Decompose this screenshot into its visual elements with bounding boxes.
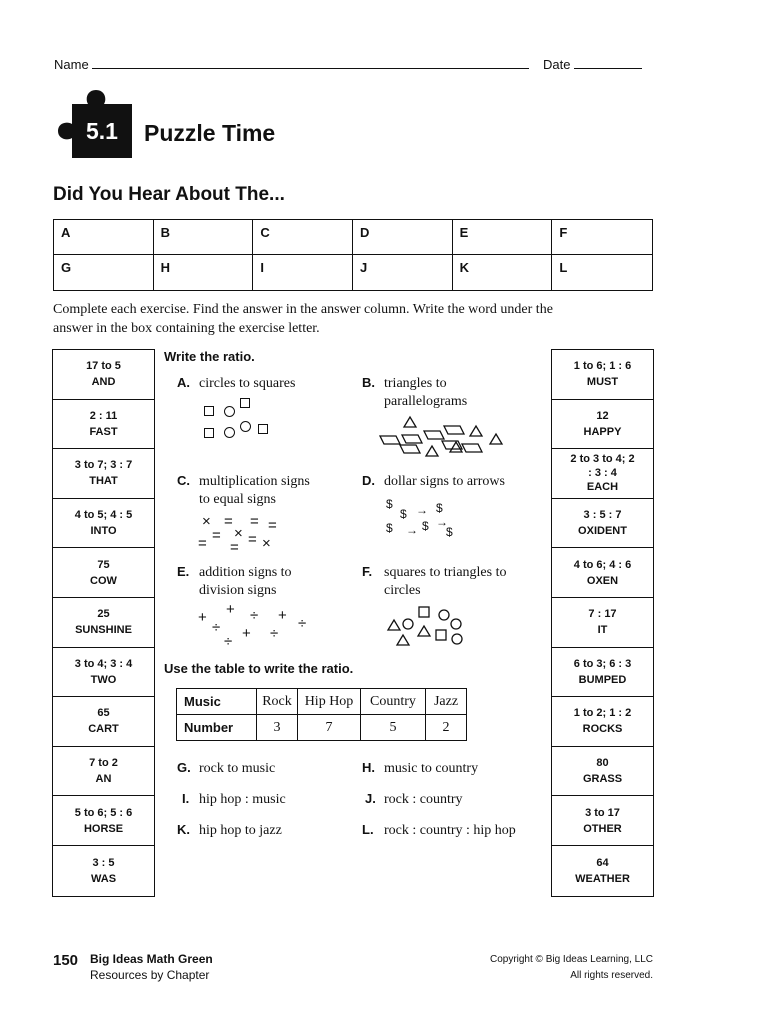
rights-line: All rights reserved. — [570, 970, 653, 981]
divide-symbol: ÷ — [250, 607, 259, 624]
times-symbol: × — [234, 525, 243, 542]
table-cell: Rock — [257, 689, 298, 715]
letter-box[interactable]: E — [453, 220, 553, 255]
table-cell: 7 — [298, 715, 361, 741]
triangle-shape — [418, 626, 430, 636]
equals-symbol: = — [230, 539, 239, 556]
exercise-k: K. hip hop to jazz — [177, 822, 282, 838]
square-shape — [258, 424, 268, 434]
dollar-symbol: $ — [446, 525, 453, 539]
letter-box[interactable]: J — [353, 255, 453, 290]
square-shape — [240, 398, 250, 408]
letter-box[interactable]: F — [552, 220, 652, 255]
exercise-e: E. addition signs to division signs — [177, 564, 292, 598]
answer-cell: 6 to 3; 6 : 3 BUMPED — [552, 648, 653, 698]
book-info — [90, 951, 213, 983]
page-number: 150 — [53, 952, 79, 969]
circle-shape — [224, 406, 235, 417]
exercise-j: J. rock : country — [365, 791, 463, 807]
circle-shape — [240, 421, 251, 432]
letter-box[interactable]: D — [353, 220, 453, 255]
answer-cell: 1 to 2; 1 : 2 ROCKS — [552, 697, 653, 747]
table-header-number: Number — [177, 715, 257, 741]
section-heading-ratio: Write the ratio. — [164, 349, 255, 364]
dollar-symbol: $ — [436, 501, 443, 515]
answer-cell: 2 : 11 FAST — [53, 400, 154, 450]
music-data-table — [176, 688, 467, 741]
exercise-f: F. squares to triangles to circles — [362, 564, 507, 598]
letter-box[interactable]: K — [453, 255, 553, 290]
circle-shape — [224, 427, 235, 438]
table-cell: Country — [361, 689, 426, 715]
answer-cell: 5 to 6; 5 : 6 HORSE — [53, 796, 154, 846]
date-blank[interactable] — [574, 56, 642, 69]
circle-shape — [439, 610, 449, 620]
table-cell: Hip Hop — [298, 689, 361, 715]
answer-cell: 3 to 17 OTHER — [552, 796, 653, 846]
plus-symbol: + — [278, 607, 287, 624]
answer-cell: 75 COW — [53, 548, 154, 598]
circle-shape — [451, 619, 461, 629]
section-heading-table: Use the table to write the ratio. — [164, 661, 354, 676]
page-title: Puzzle Time — [144, 120, 276, 146]
section-number: 5.1 — [86, 117, 118, 144]
letter-box[interactable]: I — [253, 255, 353, 290]
plus-symbol: + — [242, 625, 251, 642]
answer-cell: 2 to 3 to 4; 2 : 3 : 4 EACH — [552, 449, 653, 499]
square-shape — [419, 607, 429, 617]
puzzle-question: Did You Hear About The... — [53, 184, 285, 205]
answer-cell: 12 HAPPY — [552, 400, 653, 450]
copyright-notice — [440, 952, 653, 984]
exercise-h: H. music to country — [362, 760, 479, 776]
left-answer-column — [52, 349, 155, 897]
book-subtitle: Resources by Chapter — [90, 968, 210, 982]
exercise-i: I. hip hop : music — [182, 791, 286, 807]
dollar-symbol: $ — [386, 497, 393, 511]
name-label: Name — [54, 57, 89, 72]
arrow-symbol: → — [436, 515, 448, 529]
answer-cell: 64 WEATHER — [575, 856, 630, 885]
instructions: Complete each exercise. Find the answer in the answer column. Write the word under the answer in the box containing the exercise letter. — [53, 302, 553, 336]
answer-letter-grid — [53, 219, 653, 291]
answer-cell: 3 : 5 : 7 OXIDENT — [552, 499, 653, 549]
table-cell: Jazz — [426, 689, 467, 715]
answer-cell: 7 to 2 AN — [53, 747, 154, 797]
shapes-figure-f — [386, 604, 466, 646]
dollar-symbol: $ — [422, 519, 429, 533]
square-shape — [436, 630, 446, 640]
equals-symbol: = — [250, 513, 259, 530]
table-header-music: Music — [177, 689, 257, 715]
circle-shape — [403, 619, 413, 629]
exercise-b: B. triangles to parallelograms — [362, 375, 468, 409]
table-cell: 2 — [426, 715, 467, 741]
dollar-symbol: $ — [386, 521, 393, 535]
circle-shape — [452, 634, 462, 644]
equals-symbol: = — [248, 531, 257, 548]
date-label: Date — [543, 57, 571, 72]
exercise-a: A. circles to squares — [177, 375, 296, 391]
answer-cell: 1 to 6; 1 : 6 MUST — [552, 350, 653, 400]
copyright-line: Copyright © Big Ideas Learning, LLC — [489, 954, 653, 965]
name-field[interactable] — [54, 56, 529, 72]
letter-box[interactable]: G — [54, 255, 154, 290]
date-field[interactable] — [543, 56, 642, 72]
answer-cell: 3 to 4; 3 : 4 TWO — [53, 648, 154, 698]
symbols-figure-d — [384, 496, 464, 538]
answer-cell: 25 SUNSHINE — [53, 598, 154, 648]
dollar-symbol: $ — [400, 507, 407, 521]
answer-cell: 80 GRASS — [552, 747, 653, 797]
equals-symbol: = — [198, 535, 207, 552]
letter-box[interactable]: H — [154, 255, 254, 290]
letter-box[interactable]: B — [154, 220, 254, 255]
answer-cell: 17 to 5 AND — [53, 350, 154, 400]
triangle-shape — [397, 635, 409, 645]
equals-symbol: = — [224, 513, 233, 530]
answer-cell: 3 to 7; 3 : 7 THAT — [53, 449, 154, 499]
exercise-l: L. rock : country : hip hop — [362, 822, 516, 838]
shapes-figure-b — [378, 412, 508, 458]
answer-cell: 65 CART — [53, 697, 154, 747]
plus-symbol: + — [226, 601, 235, 618]
divide-symbol: ÷ — [224, 633, 233, 650]
equals-symbol: = — [212, 527, 221, 544]
symbols-figure-c — [196, 512, 286, 554]
letter-box[interactable]: A — [54, 220, 154, 255]
divide-symbol: ÷ — [270, 625, 279, 642]
arrow-symbol: → — [416, 503, 428, 517]
times-symbol: × — [262, 535, 271, 552]
table-cell: 3 — [257, 715, 298, 741]
exercise-g: G. rock to music — [177, 760, 276, 776]
answer-cell: 3 : 5 WAS — [90, 856, 117, 885]
equals-symbol: = — [268, 517, 277, 534]
symbols-figure-e — [196, 600, 316, 650]
triangle-shape — [388, 620, 400, 630]
answer-cell: 4 to 6; 4 : 6 OXEN — [552, 548, 653, 598]
answer-cell: 4 to 5; 4 : 5 INTO — [53, 499, 154, 549]
book-title: Big Ideas Math Green — [90, 952, 213, 966]
square-shape — [204, 406, 214, 416]
name-blank[interactable] — [92, 56, 529, 69]
divide-symbol: ÷ — [212, 619, 221, 636]
right-answer-column — [551, 349, 654, 897]
plus-symbol: + — [198, 609, 207, 626]
answer-cell: 7 : 17 IT — [552, 598, 653, 648]
exercise-c: C. multiplication signs to equal signs — [177, 473, 310, 507]
shapes-figure-a — [200, 396, 280, 441]
letter-box[interactable]: C — [253, 220, 353, 255]
letter-box[interactable]: L — [559, 260, 568, 275]
divide-symbol: ÷ — [298, 615, 307, 632]
table-cell: 5 — [361, 715, 426, 741]
arrow-symbol: → — [406, 523, 418, 537]
times-symbol: × — [202, 513, 211, 530]
exercise-d: D. dollar signs to arrows — [362, 473, 505, 489]
square-shape — [204, 428, 214, 438]
